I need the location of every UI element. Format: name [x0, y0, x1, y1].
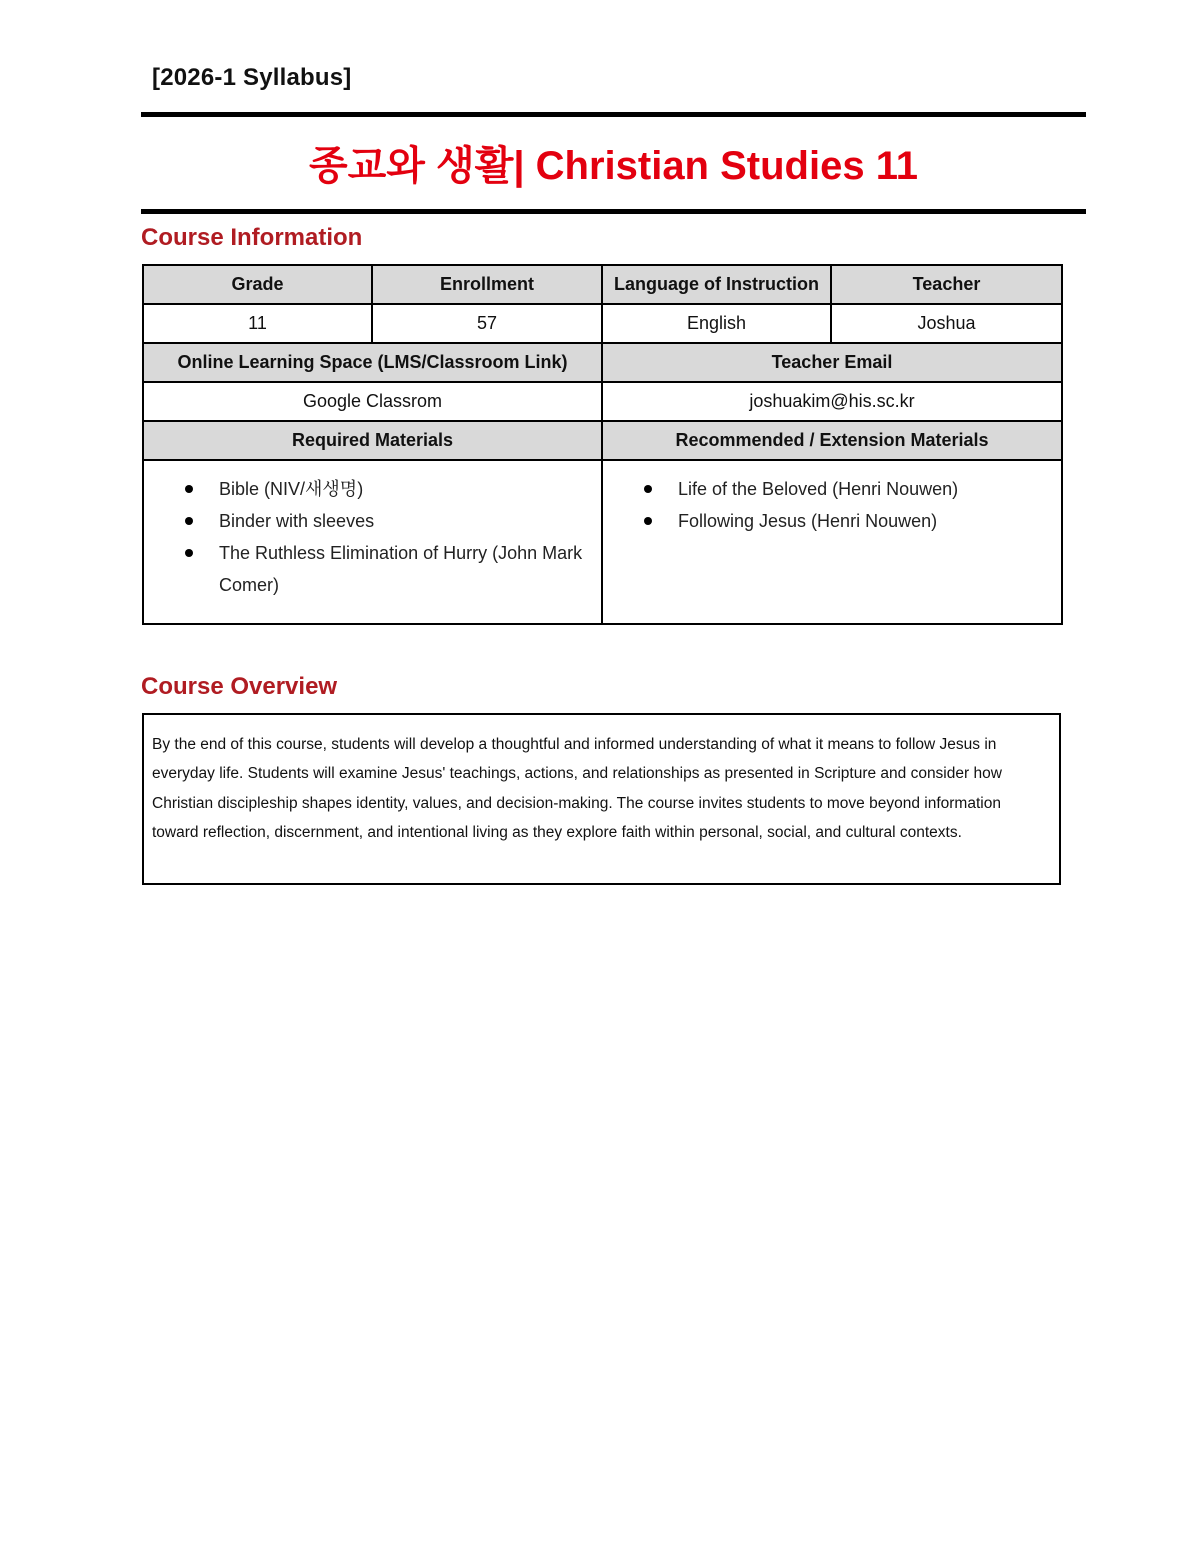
table-row [143, 382, 1062, 421]
recommended-materials-header: Recommended / Extension Materials [602, 421, 1062, 460]
list-item [152, 505, 593, 537]
teacher-email-value: joshuakim@his.sc.kr [602, 382, 1062, 421]
table-row [143, 304, 1062, 343]
course-information-table [142, 264, 1063, 625]
required-material-label: Bible (NIV/새생명) [219, 479, 364, 499]
list-item [152, 473, 593, 505]
list-item [152, 537, 593, 601]
required-materials-header: Required Materials [143, 421, 602, 460]
enrollment-value: 57 [372, 304, 602, 343]
teacher-email-header: Teacher Email [602, 343, 1062, 382]
required-materials-list [152, 473, 593, 601]
list-item [611, 473, 1053, 505]
recommended-materials-cell [602, 460, 1062, 624]
table-row [143, 460, 1062, 624]
teacher-value: Joshua [831, 304, 1062, 343]
course-overview-text: By the end of this course, students will develop a thoughtful and informed understanding of what it means to follow Jesus in everyday life. Students will examine Jesus' teachings, actions, and relationships as presented in Scripture and consider how Christian discipleship shapes identity, values, and decision-making. The course invites students to move beyond information toward reflection, discernment, and intentional living as they explore faith within personal, social, and cultural contexts. [152, 736, 1002, 841]
course-overview-box [142, 713, 1061, 885]
syllabus-tag: [2026-1 Syllabus] [152, 64, 352, 91]
recommended-material-label: Following Jesus (Henri Nouwen) [678, 511, 938, 531]
list-item [611, 505, 1053, 537]
enrollment-header: Enrollment [372, 265, 602, 304]
recommended-materials-list [611, 473, 1053, 537]
online-learning-value: Google Classrom [143, 382, 602, 421]
language-header: Language of Instruction [602, 265, 831, 304]
required-materials-cell [143, 460, 602, 624]
table-header-row [143, 343, 1062, 382]
grade-value: 11 [143, 304, 372, 343]
bullet-icon [644, 517, 652, 525]
required-material-label: Binder with sleeves [219, 511, 375, 531]
table-header-row [143, 421, 1062, 460]
course-information-heading: Course Information [141, 224, 363, 251]
recommended-material-label: Life of the Beloved (Henri Nouwen) [678, 479, 959, 499]
bullet-icon [644, 485, 652, 493]
online-learning-header: Online Learning Space (LMS/Classroom Link) [143, 343, 602, 382]
bullet-icon [185, 517, 193, 525]
required-material-label: The Ruthless Elimination of Hurry (John Mark Comer) [219, 543, 583, 595]
title-top-rule [141, 112, 1086, 117]
language-value: English [602, 304, 831, 343]
grade-header: Grade [143, 265, 372, 304]
course-title: 종교와 생활| Christian Studies 11 [309, 144, 918, 188]
bullet-icon [185, 485, 193, 493]
bullet-icon [185, 549, 193, 557]
teacher-header: Teacher [831, 265, 1062, 304]
title-bottom-rule [141, 209, 1086, 214]
table-header-row [143, 265, 1062, 304]
course-overview-heading: Course Overview [141, 673, 338, 700]
